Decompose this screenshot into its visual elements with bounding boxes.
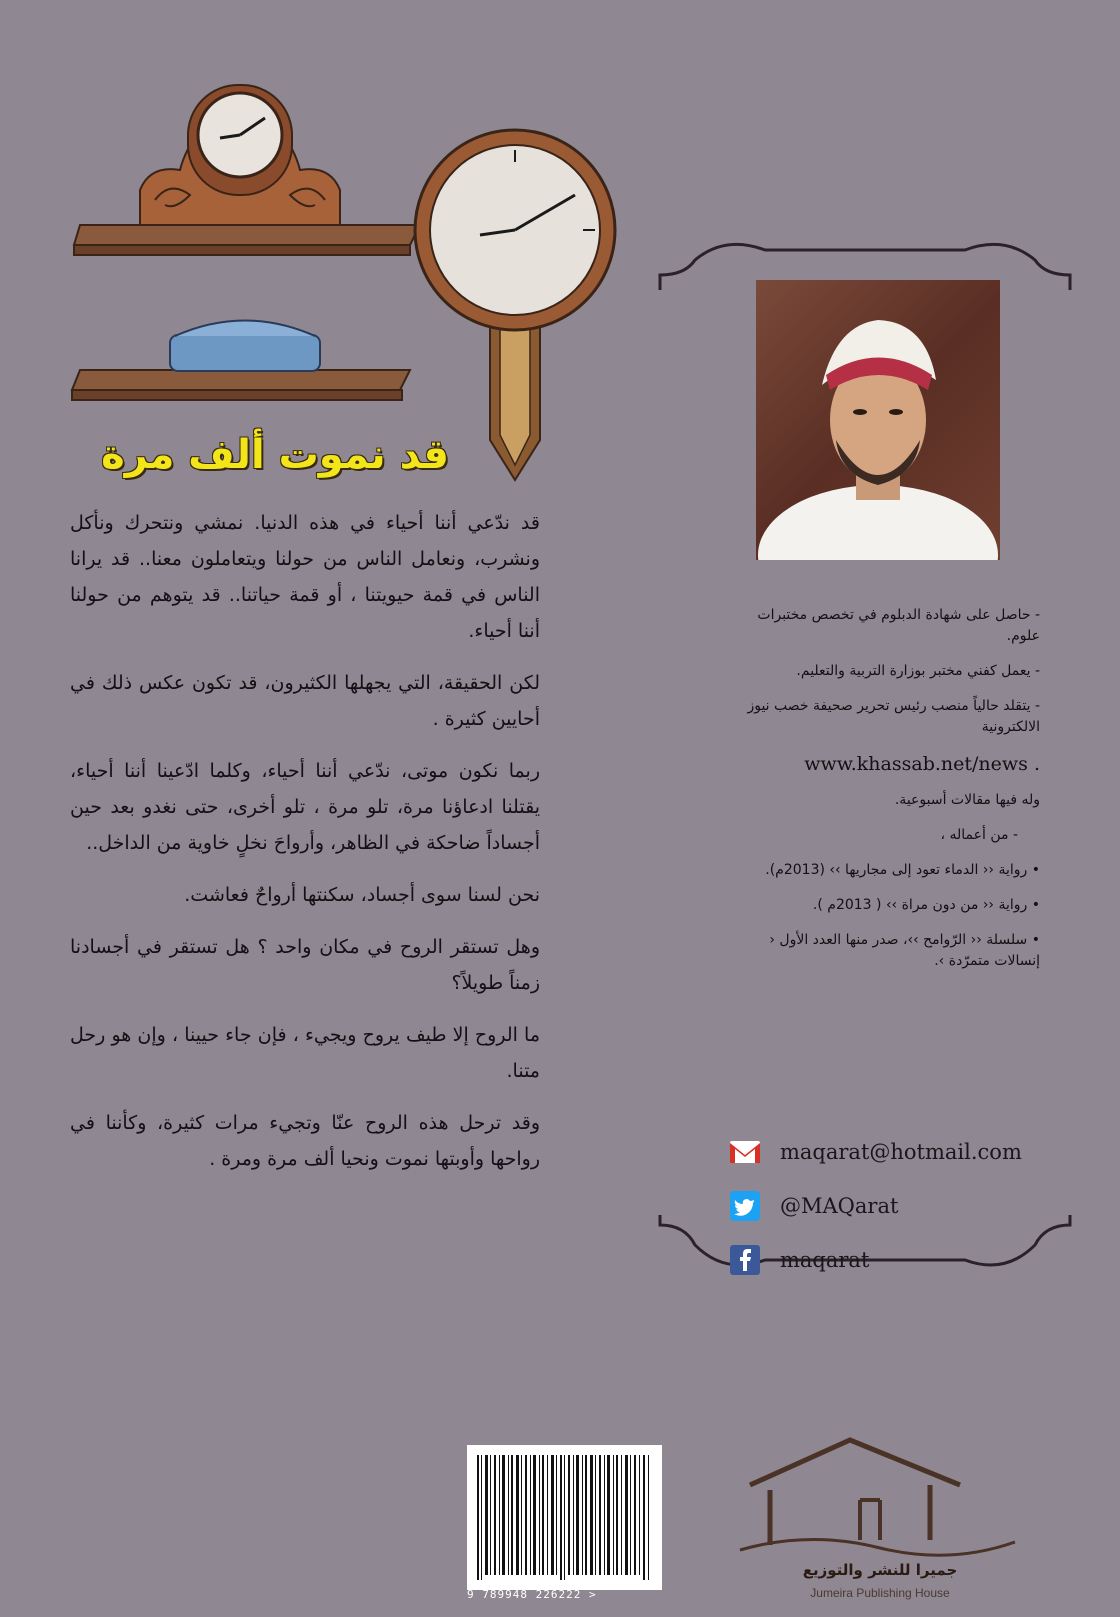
book-title: قد نموت ألف مرة: [101, 432, 449, 478]
bottom-shelf: [72, 370, 410, 400]
works-heading: - من أعماله ،: [940, 827, 1018, 843]
facebook-icon: [728, 1243, 762, 1277]
mantel-clock-icon: [140, 85, 340, 225]
bio-item: - يتقلد حالياً منصب رئيس تحرير صحيفة خصب نيوز الالكترونية: [747, 698, 1040, 735]
description-paragraph: نحن لسنا سوى أجساد، سكنتها أرواحٌ فعاشت.: [184, 884, 540, 906]
author-avatar: [756, 280, 1000, 560]
email-contact[interactable]: [728, 1130, 1048, 1174]
facebook-name: maqarat: [780, 1248, 870, 1272]
work-item: • رواية ‹‹ من دون مراة ›› ( 2013م ).: [812, 897, 1040, 913]
description-paragraph: ربما نكون موتى، ندّعي أننا أحياء، وكلما ادّعينا أننا أحياء، يقتلنا ادعاؤنا مرة، تلو مرة ، تلو أخرى، حتى نغدو بعد حين أجساداً ضاحكة في الظاهر، وأرواحَ نخلٍ خاوية من الداخل..: [70, 760, 540, 854]
isbn-number: 9 789948 226222 >: [467, 1588, 597, 1601]
contact-list: [728, 1130, 1048, 1292]
gmail-icon: [728, 1135, 762, 1169]
twitter-handle: @MAQarat: [780, 1194, 899, 1218]
bio-item: - يعمل كفني مختبر بوزارة التربية والتعليم.: [796, 663, 1040, 679]
twitter-contact[interactable]: [728, 1184, 1048, 1228]
barcode-bars: [467, 1445, 662, 1590]
book-description: [70, 505, 540, 1193]
facebook-contact[interactable]: [728, 1238, 1048, 1282]
author-photo: [756, 280, 1000, 560]
news-website-link[interactable]: www.khassab.net/news .: [804, 753, 1040, 775]
description-paragraph: وهل تستقر الروح في مكان واحد ؟ هل تستقر في أجسادنا زمناً طويلاً؟: [70, 936, 540, 994]
description-paragraph: لكن الحقيقة، التي يجهلها الكثيرون، قد تكون عكس ذلك في أحايين كثيرة .: [70, 672, 540, 730]
work-item: • سلسلة ‹‹ الرّوامح ››، صدر منها العدد الأول ‹ إنسالات متمرّدة ›.: [769, 932, 1040, 969]
top-shelf: [74, 225, 420, 255]
description-paragraph: قد ندّعي أننا أحياء في هذه الدنيا. نمشي ونتحرك ونأكل ونشرب، ونعامل الناس من حولنا ويتعاملون معنا.. قد يرانا الناس في قمة حيويتنا ، أو قمة حياتنا.. قد يتوهم من حولنا أننا أحياء.: [70, 512, 540, 642]
publisher-name-english: Jumeira Publishing House: [810, 1586, 950, 1600]
bio-item: - حاصل على شهادة الدبلوم في تخصص مختبرات علوم.: [757, 607, 1040, 644]
bio-item: وله فيها مقالات أسبوعية.: [894, 792, 1040, 808]
publisher-name-arabic: جميرا للنشر والتوزيع: [802, 1561, 958, 1579]
twitter-icon: [728, 1189, 762, 1223]
blue-box-icon: [170, 321, 320, 372]
description-paragraph: ما الروح إلا طيف يروح ويجيء ، فإن جاء حيينا ، وإن هو رحل متنا.: [70, 1024, 540, 1082]
email-address: maqarat@hotmail.com: [780, 1140, 1022, 1164]
barcode: [467, 1445, 662, 1590]
work-item: • رواية ‹‹ الدماء تعود إلى مجاريها ›› (2013م).: [765, 862, 1040, 878]
author-bio: [720, 605, 1040, 986]
description-paragraph: وقد ترحل هذه الروح عنّا وتجيء مرات كثيرة، وكأننا في رواحها وأوبتها نموت ونحيا ألف مرة ومرة .: [70, 1112, 540, 1170]
